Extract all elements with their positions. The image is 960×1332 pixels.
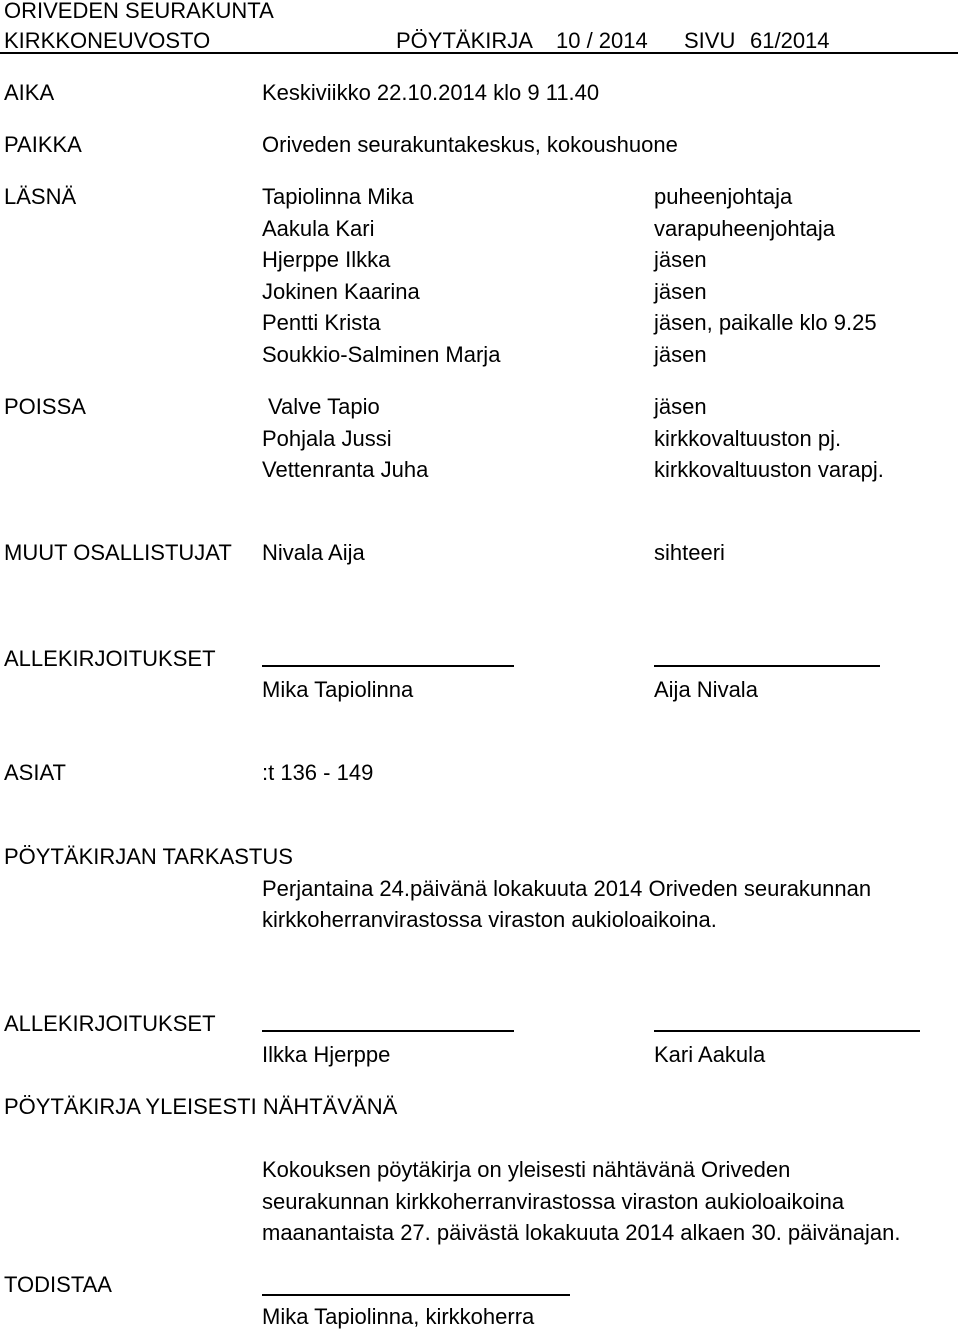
member-role: jäsen <box>654 342 707 367</box>
todistaa-label: TODISTAA <box>4 1272 112 1297</box>
nahtavana-text: maanantaista 27. päivästä lokakuuta 2014 alkaen 30. päivänajan. <box>262 1220 901 1245</box>
muut-label: MUUT OSALLISTUJAT <box>4 540 232 565</box>
header-divider <box>0 52 958 54</box>
signature-line <box>262 665 514 667</box>
absent-role: jäsen <box>654 394 707 419</box>
member-name: Hjerppe Ilkka <box>262 247 391 272</box>
member-role: jäsen, paikalle klo 9.25 <box>654 310 877 335</box>
tarkastus-text: kirkkoherranvirastossa viraston aukioloaikoina. <box>262 907 717 932</box>
allekirjoitukset-label: ALLEKIRJOITUKSET <box>4 1011 216 1036</box>
signer-name: Kari Aakula <box>654 1042 766 1067</box>
signer-name: Mika Tapiolinna, kirkkoherra <box>262 1304 535 1329</box>
signature-line <box>262 1294 570 1296</box>
document-number: 10 / 2014 <box>556 28 648 53</box>
page-number: 61/2014 <box>750 28 830 53</box>
nahtavana-label: PÖYTÄKIRJA YLEISESTI NÄHTÄVÄNÄ <box>4 1094 398 1119</box>
member-role: puheenjohtaja <box>654 184 793 209</box>
signature-line <box>654 1030 920 1032</box>
nahtavana-text: Kokouksen pöytäkirja on yleisesti nähtävänä Oriveden <box>262 1157 791 1182</box>
poissa-label: POISSA <box>4 394 86 419</box>
tarkastus-text: Perjantaina 24.päivänä lokakuuta 2014 Oriveden seurakunnan <box>262 876 872 901</box>
nahtavana-text: seurakunnan kirkkoherranvirastossa viraston aukioloaikoina <box>262 1189 845 1214</box>
allekirjoitukset-label: ALLEKIRJOITUKSET <box>4 646 216 671</box>
body-name: KIRKKONEUVOSTO <box>4 28 211 53</box>
muut-name: Nivala Aija <box>262 540 365 565</box>
absent-name: Pohjala Jussi <box>262 426 392 451</box>
absent-role: kirkkovaltuuston pj. <box>654 426 842 451</box>
paikka-value: Oriveden seurakuntakeskus, kokoushuone <box>262 132 678 157</box>
signer-name: Mika Tapiolinna <box>262 677 414 702</box>
member-name: Aakula Kari <box>262 216 375 241</box>
paikka-label: PAIKKA <box>4 132 82 157</box>
member-name: Jokinen Kaarina <box>262 279 420 304</box>
muut-role: sihteeri <box>654 540 725 565</box>
signer-name: Ilkka Hjerppe <box>262 1042 391 1067</box>
asiat-label: ASIAT <box>4 760 66 785</box>
absent-name: Valve Tapio <box>268 394 380 419</box>
organization-name: ORIVEDEN SEURAKUNTA <box>4 0 274 23</box>
absent-name: Vettenranta Juha <box>262 457 429 482</box>
member-role: jäsen <box>654 247 707 272</box>
aika-value: Keskiviikko 22.10.2014 klo 9 11.40 <box>262 80 600 105</box>
member-role: jäsen <box>654 279 707 304</box>
member-name: Tapiolinna Mika <box>262 184 414 209</box>
asiat-value: :t 136 - 149 <box>262 760 374 785</box>
document-type: PÖYTÄKIRJA <box>396 28 533 53</box>
signature-line <box>262 1030 514 1032</box>
member-name: Soukkio-Salminen Marja <box>262 342 501 367</box>
page-label: SIVU <box>684 28 736 53</box>
signer-name: Aija Nivala <box>654 677 758 702</box>
signature-line <box>654 665 880 667</box>
absent-role: kirkkovaltuuston varapj. <box>654 457 884 482</box>
member-role: varapuheenjohtaja <box>654 216 836 241</box>
tarkastus-label: PÖYTÄKIRJAN TARKASTUS <box>4 844 293 869</box>
lasna-label: LÄSNÄ <box>4 184 77 209</box>
member-name: Pentti Krista <box>262 310 381 335</box>
aika-label: AIKA <box>4 80 55 105</box>
